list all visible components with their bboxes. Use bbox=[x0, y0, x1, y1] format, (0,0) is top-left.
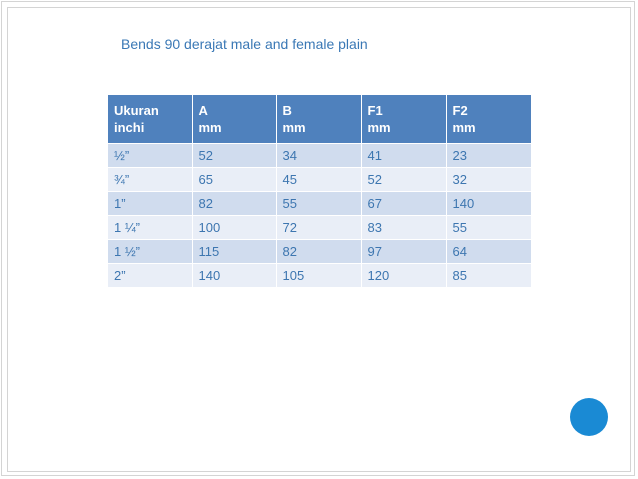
table-row bbox=[108, 192, 531, 216]
table-cell: 72 bbox=[276, 216, 361, 240]
table-cell: 83 bbox=[361, 216, 446, 240]
table-cell: 34 bbox=[276, 144, 361, 168]
table-cell: 100 bbox=[192, 216, 276, 240]
table-cell: 55 bbox=[276, 192, 361, 216]
header-f2 bbox=[446, 95, 531, 144]
table-row bbox=[108, 264, 531, 288]
table-cell: ¾” bbox=[108, 168, 192, 192]
table-row bbox=[108, 144, 531, 168]
table-cell: 52 bbox=[361, 168, 446, 192]
table-row bbox=[108, 216, 531, 240]
header-unit: mm bbox=[367, 120, 391, 135]
header-size bbox=[108, 95, 192, 144]
table-cell: 2” bbox=[108, 264, 192, 288]
table-cell: 55 bbox=[446, 216, 531, 240]
table-cell: 120 bbox=[361, 264, 446, 288]
table-cell: 115 bbox=[192, 240, 276, 264]
table-cell: 64 bbox=[446, 240, 531, 264]
header-unit: mm bbox=[452, 120, 476, 135]
table-cell: 82 bbox=[276, 240, 361, 264]
accent-circle bbox=[570, 398, 608, 436]
header-unit: inchi bbox=[114, 120, 145, 135]
table-header-row bbox=[108, 95, 531, 144]
table-cell: 97 bbox=[361, 240, 446, 264]
table-cell: 85 bbox=[446, 264, 531, 288]
table-cell: 45 bbox=[276, 168, 361, 192]
table-cell: 1 ¼” bbox=[108, 216, 192, 240]
table-cell: 41 bbox=[361, 144, 446, 168]
header-label: A bbox=[198, 103, 208, 118]
table-cell: 32 bbox=[446, 168, 531, 192]
header-label: B bbox=[282, 103, 292, 118]
header-label: Ukuran bbox=[114, 103, 159, 118]
table-cell: ½” bbox=[108, 144, 192, 168]
table-cell: 23 bbox=[446, 144, 531, 168]
table-cell: 1” bbox=[108, 192, 192, 216]
table-cell: 1 ½” bbox=[108, 240, 192, 264]
table-cell: 65 bbox=[192, 168, 276, 192]
header-label: F1 bbox=[367, 103, 383, 118]
table-row bbox=[108, 240, 531, 264]
dimension-table bbox=[108, 95, 531, 287]
header-label: F2 bbox=[452, 103, 468, 118]
table-cell: 82 bbox=[192, 192, 276, 216]
table-cell: 67 bbox=[361, 192, 446, 216]
table-cell: 52 bbox=[192, 144, 276, 168]
table-cell: 105 bbox=[276, 264, 361, 288]
header-b bbox=[276, 95, 361, 144]
header-unit: mm bbox=[198, 120, 222, 135]
table-row bbox=[108, 168, 531, 192]
header-a bbox=[192, 95, 276, 144]
header-unit: mm bbox=[282, 120, 306, 135]
table-cell: 140 bbox=[446, 192, 531, 216]
header-f1 bbox=[361, 95, 446, 144]
slide-title: Bends 90 derajat male and female plain bbox=[121, 36, 368, 52]
table-cell: 140 bbox=[192, 264, 276, 288]
